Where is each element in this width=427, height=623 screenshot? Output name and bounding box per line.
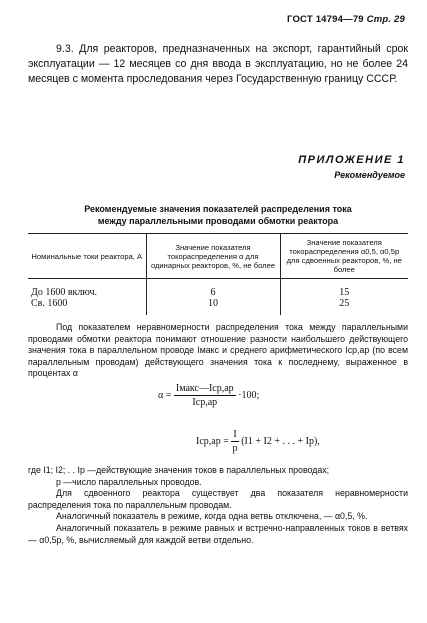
formula-mean-fraction <box>231 429 238 454</box>
appendix-title: ПРИЛОЖЕНИЕ 1 <box>298 154 405 166</box>
formula-alpha-denominator: Iср,ар <box>192 397 218 408</box>
formula-mean-current <box>196 429 320 454</box>
formula-alpha <box>158 383 259 408</box>
table-header-row <box>28 234 408 279</box>
branch-off-paragraph: Аналогичный показатель в режиме, когда одна ветвь отключена, — α0,5, %. <box>56 511 368 522</box>
formula-mean-numerator: I <box>233 429 237 440</box>
table-caption-line-2: между параллельными проводами обмотки реактора <box>97 216 339 226</box>
opposed-currents-paragraph: Аналогичный показатель в режиме равных и встречно-направленных токов в ветвях — α0,5р, %, вычисляемый для каждой ветви отдельно. <box>28 522 408 545</box>
formula-mean-tail: (I1 + I2 + . . . + Ip), <box>241 435 320 447</box>
table-caption-line-1: Рекомендуемые значения показателей распределения тока <box>84 204 352 214</box>
column-header: Значение показателя токораспределения α для одинарных реакторов, %, не более <box>146 234 280 279</box>
appendix-body <box>28 322 408 380</box>
section-9-3: 9.3. Для реакторов, предназначенных на экспорт, гарантийный срок эксплуатации — 12 месяцев со дня ввода в эксплуатацию, но не более 24 месяцев с момента проследования через Государственную границу СССР. <box>28 43 408 85</box>
page-header <box>287 14 405 25</box>
where-line-1: где I1; I2; . . Ip —действующие значения токов в параллельных проводах; <box>28 465 330 475</box>
formula-mean-lhs: Iср,ар = <box>196 435 229 447</box>
table-caption <box>28 203 408 227</box>
table-row <box>28 298 408 315</box>
table-cell: 10 <box>146 298 280 315</box>
table-cell: 15 <box>280 279 408 299</box>
table-cell: 25 <box>280 298 408 315</box>
table-cell: 6 <box>146 279 280 299</box>
appendix-status: Рекомендуемое <box>334 170 405 180</box>
standard-number: ГОСТ 14794—79 <box>286 14 364 25</box>
table-cell: До 1600 включ. <box>31 287 98 298</box>
formula-mean-denominator: p <box>232 443 238 454</box>
table-row <box>28 279 408 299</box>
column-header: Номинальные токи реактора, А <box>28 234 146 279</box>
where-line-2: p —число параллельных проводов. <box>56 476 202 487</box>
formula-alpha-tail: ·100; <box>238 389 260 401</box>
formula-alpha-numerator: Iмакс—Iср,ар <box>175 383 234 394</box>
page-number: Стр. 29 <box>366 14 405 25</box>
paired-reactor-paragraph: Для сдвоенного реактора существует два показателя неравномерности распределения тока по параллельным проводам. <box>28 488 408 510</box>
table-cell: Св. 1600 <box>31 298 68 309</box>
appendix-body-continued <box>28 465 408 546</box>
formula-alpha-lhs: α = <box>158 389 172 401</box>
current-distribution-table <box>28 233 408 315</box>
column-header: Значение показателя токораспределения α0,5, α0,5р для сдвоенных реакторов, %, не более <box>280 234 408 279</box>
definition-paragraph: Под показателем неравномерности распределения тока между параллельными проводами обмотки реактора понимают отношение разности наибольшего действующего значения тока в параллельном проводе Iмакс и среднего арифметического Iср,ар (по всем параллельным проводам) действующего значения тока к последнему, выраженное в процентах α <box>28 322 408 379</box>
appendix-heading <box>298 154 405 180</box>
formula-alpha-fraction <box>174 383 236 408</box>
